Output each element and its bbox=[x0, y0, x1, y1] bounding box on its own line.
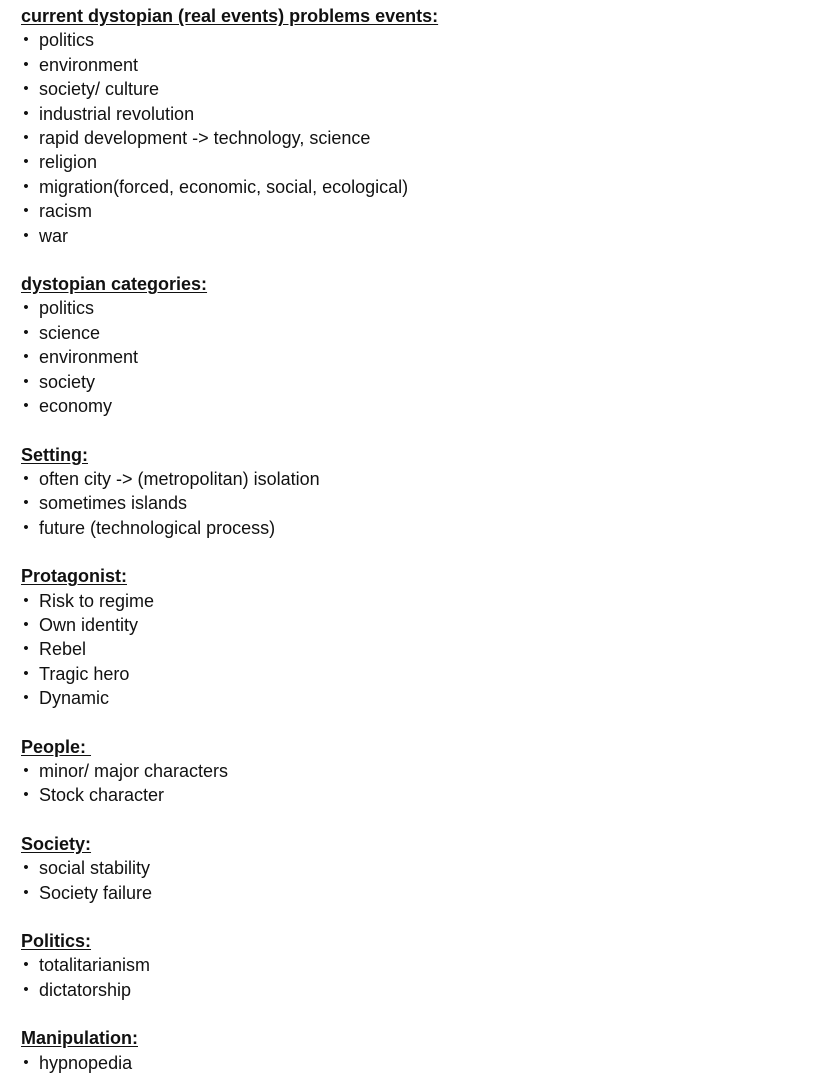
bullet-list bbox=[21, 759, 828, 808]
section-society bbox=[21, 832, 828, 905]
list-item-text: sometimes islands bbox=[39, 493, 188, 514]
list-item-text: often city -> (metropolitan) isolation bbox=[39, 468, 320, 489]
bullet-icon: • bbox=[23, 689, 29, 707]
list-item bbox=[21, 856, 828, 880]
section-heading: Setting: bbox=[21, 444, 88, 465]
section-current-dystopian-problems bbox=[21, 4, 828, 248]
bullet-list bbox=[21, 1051, 828, 1075]
list-item-text: totalitarianism bbox=[39, 955, 151, 976]
list-item-text: Stock character bbox=[39, 785, 165, 806]
bullet-icon: • bbox=[23, 1053, 29, 1071]
list-item bbox=[21, 150, 828, 174]
bullet-list bbox=[21, 589, 828, 711]
list-item-text: Own identity bbox=[39, 614, 139, 635]
list-item bbox=[21, 783, 828, 807]
list-item-text: politics bbox=[39, 298, 95, 319]
bullet-icon: • bbox=[23, 55, 29, 73]
section-heading: Society: bbox=[21, 833, 92, 854]
section-politics bbox=[21, 929, 828, 1002]
list-item bbox=[21, 175, 828, 199]
list-item bbox=[21, 516, 828, 540]
list-item bbox=[21, 28, 828, 52]
list-item bbox=[21, 53, 828, 77]
list-item bbox=[21, 370, 828, 394]
section-dystopian-categories bbox=[21, 272, 828, 418]
list-item-text: Rebel bbox=[39, 639, 87, 660]
section-heading: Politics: bbox=[21, 931, 92, 951]
bullet-icon: • bbox=[23, 372, 29, 390]
list-item-text: environment bbox=[39, 347, 139, 368]
section-heading: dystopian categories: bbox=[21, 274, 208, 295]
section-heading: Protagonist: bbox=[21, 566, 127, 587]
list-item bbox=[21, 467, 828, 491]
list-item bbox=[21, 978, 828, 1002]
list-item-text: politics bbox=[39, 30, 95, 51]
bullet-icon: • bbox=[23, 518, 29, 536]
bullet-icon: • bbox=[23, 664, 29, 682]
list-item-text: future (technological process) bbox=[39, 517, 276, 538]
list-item bbox=[21, 662, 828, 686]
list-item bbox=[21, 126, 828, 150]
list-item-text: religion bbox=[39, 152, 98, 173]
bullet-list bbox=[21, 953, 828, 1002]
bullet-icon: • bbox=[23, 177, 29, 195]
list-item-text: environment bbox=[39, 54, 139, 75]
bullet-icon: • bbox=[23, 640, 29, 658]
bullet-icon: • bbox=[23, 761, 29, 779]
bullet-icon: • bbox=[23, 299, 29, 317]
list-item bbox=[21, 637, 828, 661]
list-item bbox=[21, 199, 828, 223]
bullet-icon: • bbox=[23, 104, 29, 122]
section-heading: Manipulation: bbox=[21, 1028, 138, 1049]
list-item bbox=[21, 296, 828, 320]
bullet-icon: • bbox=[23, 226, 29, 244]
list-item bbox=[21, 589, 828, 613]
bullet-icon: • bbox=[23, 615, 29, 633]
list-item bbox=[21, 345, 828, 369]
bullet-icon: • bbox=[23, 129, 29, 147]
list-item-text: rapid development -> technology, science bbox=[39, 128, 371, 149]
list-item-text: Society failure bbox=[39, 882, 153, 903]
bullet-icon: • bbox=[23, 980, 29, 998]
list-item-text: dictatorship bbox=[39, 979, 132, 1000]
list-item bbox=[21, 491, 828, 515]
bullet-icon: • bbox=[23, 323, 29, 341]
list-item-text: war bbox=[39, 225, 69, 246]
list-item bbox=[21, 394, 828, 418]
list-item-text: migration(forced, economic, social, ecological) bbox=[39, 176, 409, 197]
bullet-icon: • bbox=[23, 956, 29, 974]
list-item bbox=[21, 613, 828, 637]
bullet-icon: • bbox=[23, 494, 29, 512]
bullet-icon: • bbox=[23, 31, 29, 49]
bullet-icon: • bbox=[23, 859, 29, 877]
bullet-list bbox=[21, 28, 828, 248]
list-item-text: hypnopedia bbox=[39, 1052, 133, 1073]
section-setting bbox=[21, 443, 828, 541]
bullet-list bbox=[21, 856, 828, 905]
bullet-icon: • bbox=[23, 469, 29, 487]
section-manipulation bbox=[21, 1026, 828, 1075]
list-item bbox=[21, 321, 828, 345]
list-item-text: science bbox=[39, 322, 101, 343]
bullet-list bbox=[21, 296, 828, 418]
bullet-list bbox=[21, 467, 828, 540]
bullet-icon: • bbox=[23, 153, 29, 171]
bullet-icon: • bbox=[23, 202, 29, 220]
bullet-icon: • bbox=[23, 348, 29, 366]
bullet-icon: • bbox=[23, 397, 29, 415]
list-item-text: social stability bbox=[39, 858, 151, 879]
list-item-text: minor/ major characters bbox=[39, 760, 229, 781]
list-item-text: racism bbox=[39, 201, 92, 222]
section-heading: People: bbox=[21, 736, 92, 757]
list-item-text: society/ culture bbox=[39, 79, 160, 100]
list-item bbox=[21, 759, 828, 783]
bullet-icon: • bbox=[23, 786, 29, 804]
list-item bbox=[21, 686, 828, 710]
list-item-text: industrial revolution bbox=[39, 103, 195, 124]
bullet-icon: • bbox=[23, 80, 29, 98]
list-item bbox=[21, 953, 828, 977]
list-item bbox=[21, 224, 828, 248]
list-item-text: economy bbox=[39, 396, 113, 417]
list-item bbox=[21, 77, 828, 101]
list-item-text: Dynamic bbox=[39, 688, 110, 709]
list-item-text: Tragic hero bbox=[39, 663, 130, 684]
section-heading: current dystopian (real events) problems events: bbox=[21, 6, 439, 26]
section-people bbox=[21, 735, 828, 808]
list-item-text: society bbox=[39, 371, 96, 392]
list-item-text: Risk to regime bbox=[39, 590, 155, 611]
list-item bbox=[21, 102, 828, 126]
section-protagonist bbox=[21, 564, 828, 710]
bullet-icon: • bbox=[23, 883, 29, 901]
bullet-icon: • bbox=[23, 591, 29, 609]
list-item bbox=[21, 881, 828, 905]
list-item bbox=[21, 1051, 828, 1075]
